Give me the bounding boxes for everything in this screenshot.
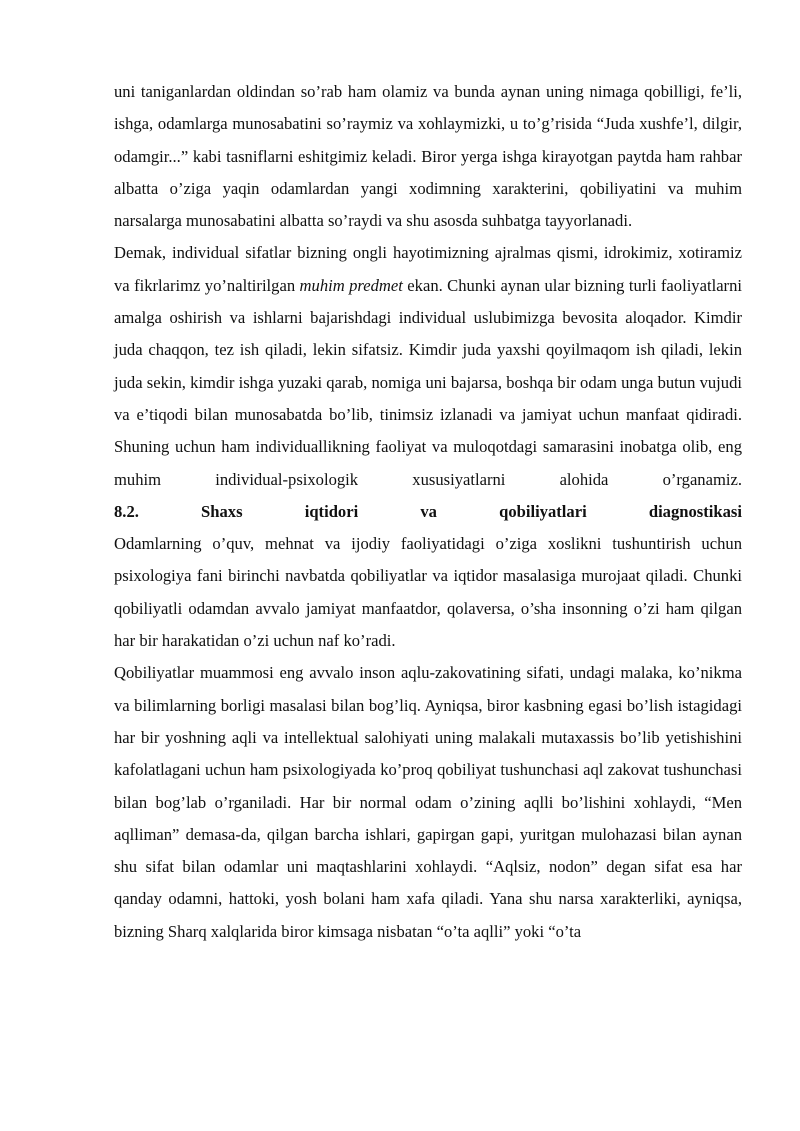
italic-term-muhim-predmet: muhim predmet	[299, 275, 403, 295]
paragraph-intro-continuation: uni taniganlardan oldindan so’rab ham olamiz va bunda aynan uning nimaga qobilligi, fe’li, ishga, odamlarga munosabatini so’raymiz va xohlaymizki, u to’g’risida “Juda xushfe’l, dilgir, odamgir...” kabi tasniflarni eshitgimiz keladi. Biror yerga ishga kirayotgan paytda ham rahbar albatta o’ziga yaqin odamlardan yangi xodimning xarakterini, qobiliyatini va muhim narsalarga munosabatini albatta so’raydi va shu asosda suhbatga tayyorlanadi.	[114, 82, 742, 231]
paragraph-abilities-intro: Odamlarning o’quv, mehnat va ijodiy faoliyatidagi o’ziga xoslikni tushuntirish uchun psixologiya fani birinchi navbatda qobiliyatlar va iqtidor masalasiga murojaat qiladi. Chunki qobiliyatli odamdan avvalo jamiyat manfaatdor, qolaversa, o’sha insonning o’zi ham qilgan har bir harakatidan o’zi uchun naf ko’radi.	[114, 534, 742, 651]
paragraph-text-start: Demak, individual sifatlar bizning ongli hayotimizning ajralmas qismi, idrokimiz, xotiramiz va fikrlarimz yo’naltirilgan	[114, 243, 742, 295]
section-heading: 8.2. Shaxs iqtidori va qobiliyatlari diagnostikasi	[114, 501, 742, 521]
paragraph-abilities-problem: Qobiliyatlar muammosi eng avvalo inson aqlu-zakovatining sifati, undagi malaka, ko’nikma va bilimlarning borligi masalasi bilan bog’liq. Ayniqsa, biror kasbning egasi bo’lish istagidagi har bir yoshning aqli va intellektual salohiyati uning malakali mutaxassis bo’lib yetishishini kafolatlagani uchun ham psixologiyada ko’proq qobiliyat tushunchasi aql zakovat tushunchasi bilan bog’lab o’rganiladi. Har bir normal odam o’zining aqlli bo’lishini xohlaydi, “Men aqlliman” demasa-da, qilgan barcha ishlari, gapirgan gapi, yuritgan mulohazasi bilan aynan shu sifat bilan odamlar uni maqtashlarini xohlaydi. “Aqlsiz, nodon” degan sifat esa har qanday odamni, hattoki, yosh bolani ham xafa qiladi. Yana shu narsa xarakterliki, ayniqsa, bizning Sharq xalqlarida biror kimsaga nisbatan “o’ta aqlli” yoki “o’ta	[114, 663, 742, 941]
document-page	[114, 76, 742, 948]
paragraph-text-end: ekan. Chunki aynan ular bizning turli faoliyatlarni amalga oshirish va ishlarni bajarishdagi individual uslubimizga bevosita aloqador. Kimdir juda chaqqon, tez ish qiladi, lekin sifatsiz. Kimdir juda yaxshi qoyilmaqom ish qiladi, lekin juda sekin, kimdir ishga yuzaki qarab, nomiga uni bajarsa, boshqa bir odam unga butun vujudi va e’tiqodi bilan munosabatda bo’lib, tinimsiz izlanadi va jamiyat uchun manfaat qidiradi. Shuning uchun ham individuallikning faoliyat va muloqotdagi samarasini inobatga olib, eng muhim individual-psixologik xususiyatlarni alohida o’rganamiz.	[114, 275, 742, 489]
paragraph-individual-qualities	[114, 237, 742, 495]
